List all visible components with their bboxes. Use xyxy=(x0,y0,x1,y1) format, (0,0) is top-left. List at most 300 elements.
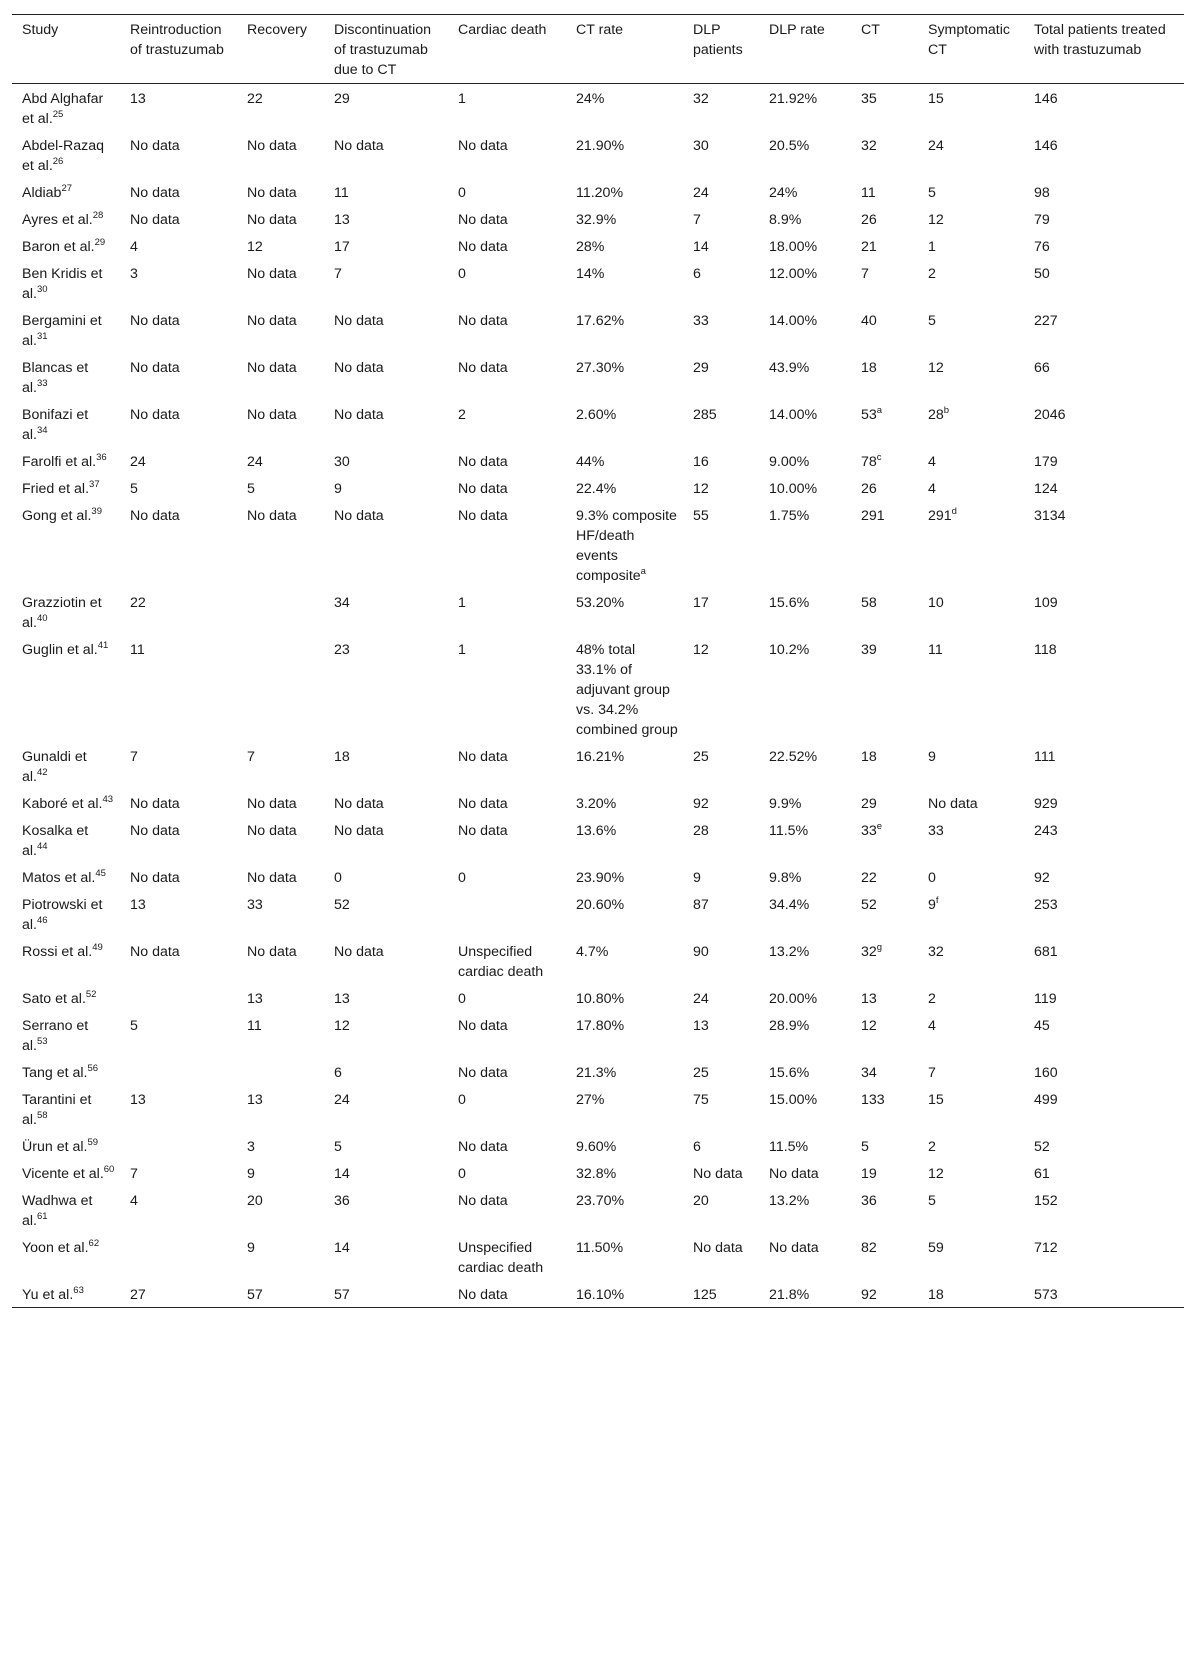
table-cell: 21.3% xyxy=(576,1065,617,1081)
table-cell: No data xyxy=(458,1065,508,1081)
reference-number: 60 xyxy=(103,1164,115,1175)
table-cell: 7 xyxy=(130,749,138,765)
cell-text: Yoon et al. xyxy=(22,1240,89,1256)
table-row xyxy=(12,1058,1184,1085)
table-cell: 29 xyxy=(693,360,709,376)
table-cell: 0 xyxy=(928,870,936,886)
table-cell: 111 xyxy=(1034,749,1056,765)
study-cell xyxy=(12,84,120,132)
table-cell xyxy=(237,635,324,742)
reference-number: 52 xyxy=(85,989,97,1000)
footnote-marker: e xyxy=(876,821,883,832)
table-cell: 12 xyxy=(928,212,944,228)
table-cell: 3134 xyxy=(1034,508,1066,524)
cell-text: Farolfi et al. xyxy=(22,454,97,470)
table-cell: 24% xyxy=(576,91,605,107)
footnote-marker: a xyxy=(640,566,646,577)
reference-number: 33 xyxy=(36,378,48,389)
table-cell: 18 xyxy=(334,749,350,765)
study-cell xyxy=(12,742,120,789)
table-cell: 14% xyxy=(576,266,605,282)
study-cell xyxy=(12,131,120,178)
table-cell: 20 xyxy=(247,1193,263,1209)
study-cell xyxy=(12,205,120,232)
table-cell xyxy=(918,400,1024,447)
table-cell: 22 xyxy=(861,870,877,886)
table-cell: No data xyxy=(130,212,180,228)
cell-text: Kosalka et al. xyxy=(22,823,89,859)
table-cell: No data xyxy=(334,796,384,812)
table-cell: 16.10% xyxy=(576,1287,625,1303)
table-cell: 14.00% xyxy=(769,407,818,423)
table-row xyxy=(12,1186,1184,1233)
footnote-marker: f xyxy=(935,895,939,906)
table-cell: 13 xyxy=(693,1018,709,1034)
table-cell: 55 xyxy=(693,508,709,524)
table-cell: No data xyxy=(458,1018,508,1034)
table-cell: 12 xyxy=(928,360,944,376)
table-row xyxy=(12,232,1184,259)
table-cell: 712 xyxy=(1034,1240,1058,1256)
reference-number: 30 xyxy=(36,284,48,295)
cell-text: Yu et al. xyxy=(22,1287,74,1303)
table-cell: No data xyxy=(130,870,180,886)
table-row xyxy=(12,178,1184,205)
table-cell: No data xyxy=(458,749,508,765)
table-cell: 14.00% xyxy=(769,313,818,329)
reference-number: 31 xyxy=(36,331,48,342)
cell-text: 28 xyxy=(928,407,944,423)
table-cell: 32 xyxy=(861,138,877,154)
table-row xyxy=(12,501,1184,588)
reference-number: 59 xyxy=(87,1137,99,1148)
table-cell xyxy=(120,984,237,1011)
table-cell: 2046 xyxy=(1034,407,1066,423)
table-cell: 92 xyxy=(861,1287,877,1303)
table-cell: Unspecified cardiac death xyxy=(458,944,544,980)
table-cell: 11 xyxy=(247,1018,262,1034)
study-cell xyxy=(12,400,120,447)
study-cell xyxy=(12,353,120,400)
study-cell xyxy=(12,259,120,306)
reference-number: 45 xyxy=(95,868,106,879)
study-cell xyxy=(12,178,120,205)
table-row xyxy=(12,789,1184,816)
table-cell: 30 xyxy=(693,138,709,154)
table-cell: 285 xyxy=(693,407,717,423)
table-cell: 119 xyxy=(1034,991,1057,1007)
table-cell: 13 xyxy=(247,1092,263,1108)
table-cell: 13 xyxy=(861,991,877,1007)
table-cell xyxy=(120,1058,237,1085)
footnote-marker: c xyxy=(876,452,882,463)
table-cell: No data xyxy=(458,1287,508,1303)
table-row xyxy=(12,400,1184,447)
table-cell: 0 xyxy=(334,870,342,886)
cell-text: Baron et al. xyxy=(22,239,95,255)
study-cell xyxy=(12,1159,120,1186)
table-cell: 4 xyxy=(928,481,936,497)
cell-text: Ürun et al. xyxy=(22,1139,88,1155)
table-cell: No data xyxy=(247,944,297,960)
table-cell: 5 xyxy=(130,1018,138,1034)
table-cell: 90 xyxy=(693,944,709,960)
table-cell: No data xyxy=(458,138,508,154)
table-cell: 5 xyxy=(130,481,138,497)
table-row xyxy=(12,890,1184,937)
table-cell: 61 xyxy=(1034,1166,1050,1182)
table-cell: 4.7% xyxy=(576,944,609,960)
column-header: Recovery xyxy=(247,22,307,38)
table-cell: 2.60% xyxy=(576,407,617,423)
table-cell: 109 xyxy=(1034,595,1058,611)
table-cell: 40 xyxy=(861,313,877,329)
table-cell: 28 xyxy=(693,823,709,839)
table-cell: 11 xyxy=(130,642,145,658)
table-cell: 2 xyxy=(928,1139,936,1155)
table-cell: No data xyxy=(334,138,384,154)
table-cell: 5 xyxy=(928,185,936,201)
table-cell: 0 xyxy=(458,266,466,282)
study-cell xyxy=(12,789,120,816)
table-cell: 20.60% xyxy=(576,897,625,913)
reference-number: 56 xyxy=(87,1063,99,1074)
table-row xyxy=(12,1011,1184,1058)
table-cell: 52 xyxy=(1034,1139,1050,1155)
cell-text: Abdel-Razaq et al. xyxy=(22,138,105,174)
cell-text: Aldiab xyxy=(22,185,62,201)
table-cell: 118 xyxy=(1034,642,1057,658)
table-cell xyxy=(851,937,918,984)
cell-text: Abd Alghafar et al. xyxy=(22,91,104,127)
table-cell xyxy=(120,1132,237,1159)
cell-text: 53 xyxy=(861,407,877,423)
table-cell: No data xyxy=(769,1240,819,1256)
table-cell: No data xyxy=(458,1193,508,1209)
table-cell: 4 xyxy=(928,454,936,470)
table-cell: 15 xyxy=(928,91,944,107)
table-cell: 0 xyxy=(458,1092,466,1108)
table-cell: No data xyxy=(247,870,297,886)
table-row xyxy=(12,84,1184,132)
table-cell: 32.8% xyxy=(576,1166,617,1182)
table-cell: 929 xyxy=(1034,796,1058,812)
cell-text: Bonifazi et al. xyxy=(22,407,89,443)
table-cell: 18 xyxy=(928,1287,944,1303)
table-row xyxy=(12,1132,1184,1159)
table-row xyxy=(12,1085,1184,1132)
table-cell: 4 xyxy=(130,239,138,255)
table-cell: 7 xyxy=(693,212,701,228)
table-cell: 52 xyxy=(861,897,877,913)
table-cell: 16.21% xyxy=(576,749,625,765)
cell-text: Grazziotin et al. xyxy=(22,595,102,631)
table-cell: 13 xyxy=(334,212,350,228)
table-cell: 0 xyxy=(458,185,466,201)
study-cell xyxy=(12,588,120,635)
cell-text: Blancas et al. xyxy=(22,360,89,396)
table-cell: 23.90% xyxy=(576,870,625,886)
table-cell: 5 xyxy=(928,1193,936,1209)
study-cell xyxy=(12,306,120,353)
cell-text: Tang et al. xyxy=(22,1065,88,1081)
table-row xyxy=(12,353,1184,400)
table-cell: 24 xyxy=(693,991,709,1007)
table-row xyxy=(12,816,1184,863)
table-cell: 3 xyxy=(247,1139,255,1155)
table-cell: 87 xyxy=(693,897,709,913)
table-cell: 22 xyxy=(247,91,263,107)
study-cell xyxy=(12,635,120,742)
study-cell xyxy=(12,937,120,984)
table-cell: 14 xyxy=(334,1240,350,1256)
table-cell: 146 xyxy=(1034,138,1058,154)
table-cell: 12 xyxy=(693,481,709,497)
table-row xyxy=(12,131,1184,178)
table-cell: 5 xyxy=(247,481,255,497)
table-cell: 21.90% xyxy=(576,138,625,154)
table-cell: 28.9% xyxy=(769,1018,810,1034)
reference-number: 37 xyxy=(89,479,100,490)
table-cell: 11 xyxy=(861,185,876,201)
table-cell: 27.30% xyxy=(576,360,625,376)
table-cell: No data xyxy=(693,1240,743,1256)
table-cell: 499 xyxy=(1034,1092,1058,1108)
table-cell: 28% xyxy=(576,239,605,255)
table-cell: 27 xyxy=(130,1287,146,1303)
reference-number: 46 xyxy=(36,915,48,926)
table-cell: No data xyxy=(458,823,508,839)
reference-number: 36 xyxy=(96,452,107,463)
reference-number: 39 xyxy=(91,506,102,517)
table-cell: 7 xyxy=(928,1065,936,1081)
table-cell: 4 xyxy=(130,1193,138,1209)
table-cell: 9 xyxy=(247,1166,255,1182)
table-cell: 19 xyxy=(861,1166,877,1182)
table-header xyxy=(12,15,1184,84)
table-cell: 57 xyxy=(247,1287,263,1303)
table-cell: 11.20% xyxy=(576,185,624,201)
table-cell: No data xyxy=(247,796,297,812)
table-cell: No data xyxy=(130,313,180,329)
table-cell: No data xyxy=(769,1166,819,1182)
table-cell: 7 xyxy=(130,1166,138,1182)
table-cell: 0 xyxy=(458,991,466,1007)
table-cell: 2 xyxy=(458,407,466,423)
reference-number: 49 xyxy=(92,942,103,953)
table-cell: No data xyxy=(247,212,297,228)
cell-text: Sato et al. xyxy=(22,991,86,1007)
table-cell: 26 xyxy=(861,212,877,228)
table-cell: No data xyxy=(247,360,297,376)
table-cell: No data xyxy=(247,823,297,839)
table-cell: 52 xyxy=(334,897,350,913)
table-cell: 23.70% xyxy=(576,1193,625,1209)
table-cell: 291 xyxy=(861,508,885,524)
table-cell: 179 xyxy=(1034,454,1058,470)
table-cell: 33 xyxy=(928,823,944,839)
table-cell: 11.5% xyxy=(769,823,809,839)
table-cell: 59 xyxy=(928,1240,944,1256)
table-cell xyxy=(918,501,1024,588)
reference-number: 43 xyxy=(102,794,114,805)
table-cell: No data xyxy=(130,360,180,376)
table-cell: 133 xyxy=(861,1092,885,1108)
table-row xyxy=(12,259,1184,306)
table-cell: 24 xyxy=(693,185,709,201)
table-cell: 12 xyxy=(861,1018,877,1034)
table-cell: 35 xyxy=(861,91,877,107)
study-cell xyxy=(12,984,120,1011)
table-cell: 12.00% xyxy=(769,266,818,282)
table-cell: 9.9% xyxy=(769,796,802,812)
table-cell xyxy=(851,400,918,447)
table-cell: 15.6% xyxy=(769,595,810,611)
table-cell: 25 xyxy=(693,749,709,765)
cell-text: Gunaldi et al. xyxy=(22,749,87,785)
column-header: DLP patients xyxy=(693,22,743,58)
study-cell xyxy=(12,232,120,259)
table-cell: No data xyxy=(130,138,180,154)
cell-text: Matos et al. xyxy=(22,870,96,886)
table-cell: No data xyxy=(693,1166,743,1182)
table-cell: 18 xyxy=(861,360,877,376)
table-cell: 5 xyxy=(861,1139,869,1155)
table-cell: 24 xyxy=(130,454,146,470)
table-cell: 24 xyxy=(334,1092,350,1108)
table-cell: No data xyxy=(334,823,384,839)
table-cell: 15.00% xyxy=(769,1092,818,1108)
cell-text: 32 xyxy=(861,944,877,960)
table-cell: 15 xyxy=(928,1092,944,1108)
table-cell: 57 xyxy=(334,1287,350,1303)
study-cell xyxy=(12,863,120,890)
table-cell: No data xyxy=(458,239,508,255)
study-cell xyxy=(12,816,120,863)
table-cell: 13 xyxy=(130,897,146,913)
reference-number: 62 xyxy=(88,1238,100,1249)
table-cell: 11 xyxy=(334,185,349,201)
header-row xyxy=(12,15,1184,84)
table-row xyxy=(12,447,1184,474)
table-cell: 1 xyxy=(458,91,466,107)
column-header: Cardiac death xyxy=(458,22,547,38)
column-header: Study xyxy=(22,22,59,38)
table-cell: 16 xyxy=(693,454,709,470)
table-cell: 3 xyxy=(130,266,138,282)
cell-text: Ben Kridis et al. xyxy=(22,266,103,302)
table-cell: No data xyxy=(334,407,384,423)
study-cell xyxy=(12,1058,120,1085)
table-cell: No data xyxy=(247,313,297,329)
cell-text: Rossi et al. xyxy=(22,944,93,960)
table-cell: 12 xyxy=(247,239,263,255)
table-cell: 4 xyxy=(928,1018,936,1034)
table-row xyxy=(12,742,1184,789)
table-cell: 10 xyxy=(928,595,944,611)
table-cell: 39 xyxy=(861,642,877,658)
table-cell: 8.9% xyxy=(769,212,802,228)
table-cell: 30 xyxy=(334,454,350,470)
study-table-container xyxy=(12,14,1184,1308)
table-cell xyxy=(851,816,918,863)
table-cell: No data xyxy=(458,1139,508,1155)
table-cell: 21 xyxy=(861,239,877,255)
table-cell: 20 xyxy=(693,1193,709,1209)
cell-text: Kaboré et al. xyxy=(22,796,103,812)
table-cell: 24 xyxy=(247,454,263,470)
table-cell: 36 xyxy=(861,1193,877,1209)
cell-text: Guglin et al. xyxy=(22,642,98,658)
column-header: DLP rate xyxy=(769,22,825,38)
table-cell: 23 xyxy=(334,642,350,658)
table-cell: 25 xyxy=(693,1065,709,1081)
table-cell: No data xyxy=(247,185,297,201)
table-cell: No data xyxy=(458,360,508,376)
study-cell xyxy=(12,1011,120,1058)
footnote-marker: g xyxy=(876,942,883,953)
table-cell: No data xyxy=(247,508,297,524)
table-cell: Unspecified cardiac death xyxy=(458,1240,544,1276)
table-cell: 22.52% xyxy=(769,749,818,765)
table-cell: No data xyxy=(928,796,978,812)
study-cell xyxy=(12,1233,120,1280)
table-cell: 76 xyxy=(1034,239,1050,255)
table-cell: No data xyxy=(130,823,180,839)
table-cell xyxy=(566,501,683,588)
table-cell: 9.00% xyxy=(769,454,810,470)
table-cell: 13.6% xyxy=(576,823,617,839)
table-row xyxy=(12,1280,1184,1308)
table-cell: 66 xyxy=(1034,360,1050,376)
table-cell: 7 xyxy=(334,266,342,282)
table-cell: 11.5% xyxy=(769,1139,809,1155)
table-cell: 82 xyxy=(861,1240,877,1256)
table-cell: 2 xyxy=(928,991,936,1007)
table-cell: 1 xyxy=(458,595,466,611)
footnote-marker: a xyxy=(876,405,883,416)
table-cell: 9.8% xyxy=(769,870,802,886)
column-header: Total patients treated with trastuzumab xyxy=(1034,22,1166,58)
table-cell: 6 xyxy=(334,1065,342,1081)
column-header: Reintroduction of trastuzumab xyxy=(130,22,224,58)
table-cell: No data xyxy=(458,481,508,497)
table-cell: 1.75% xyxy=(769,508,810,524)
table-cell: 92 xyxy=(693,796,709,812)
reference-number: 29 xyxy=(94,237,106,248)
table-cell: 44% xyxy=(576,454,605,470)
table-cell: No data xyxy=(334,944,384,960)
table-cell: 21.8% xyxy=(769,1287,810,1303)
table-cell: 50 xyxy=(1034,266,1050,282)
table-cell: No data xyxy=(247,266,297,282)
table-cell: 573 xyxy=(1034,1287,1058,1303)
table-cell: 26 xyxy=(861,481,877,497)
table-cell: 1 xyxy=(458,642,466,658)
table-cell: 48% total 33.1% of adjuvant group vs. 34.2% combined group xyxy=(576,642,678,738)
table-cell: 13 xyxy=(247,991,263,1007)
table-cell: 124 xyxy=(1034,481,1058,497)
table-row xyxy=(12,863,1184,890)
table-row xyxy=(12,984,1184,1011)
table-cell: No data xyxy=(130,407,180,423)
table-row xyxy=(12,306,1184,353)
cell-text: Vicente et al. xyxy=(22,1166,104,1182)
table-cell: 243 xyxy=(1034,823,1058,839)
table-cell: 2 xyxy=(928,266,936,282)
reference-number: 42 xyxy=(36,767,48,778)
table-cell: 6 xyxy=(693,1139,701,1155)
